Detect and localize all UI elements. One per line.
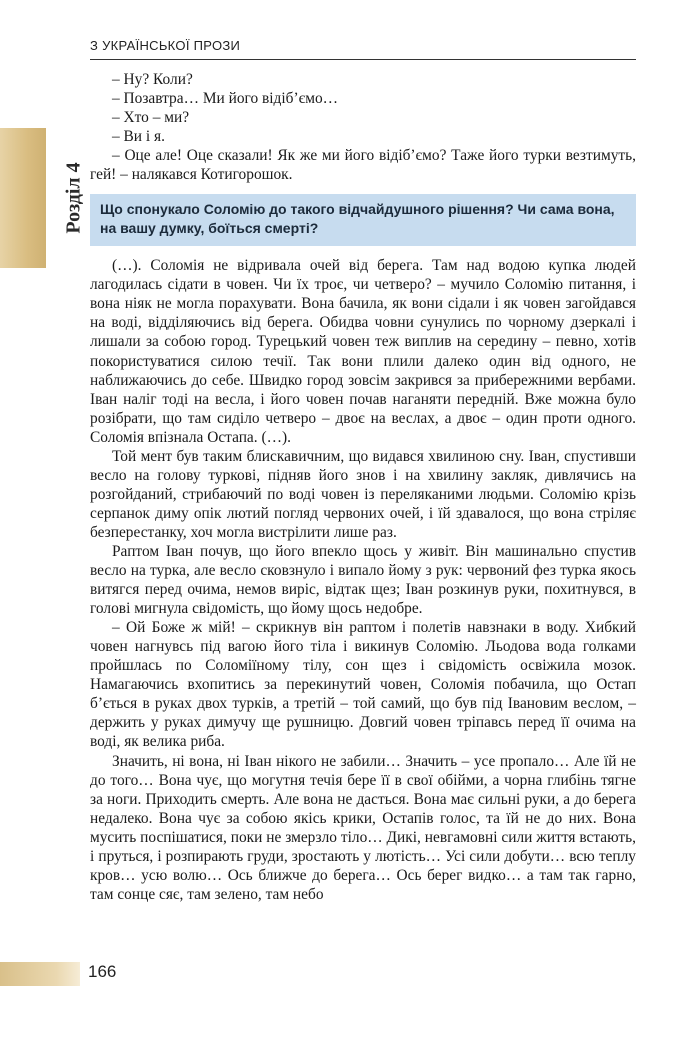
header-divider [90,59,636,60]
discussion-question: Що спонукало Соломію до такого відчайдушного рішення? Чи сама вона, на вашу думку, боїться смерті? [90,194,636,246]
text-paragraph: Раптом Іван почув, що його впекло щось у живіт. Він машинально спустив весло на турка, але весло сковзнуло і випало йому з рук: червоний фез турка якось витягся перед очима, немов виріс, відтак щез; Іван розкинув руки, похитнувся, в голові мигнула свідомість, що йому щось недобре. [90,542,636,618]
footer-accent-bar [0,962,80,986]
main-text [90,70,636,904]
text-paragraph: – Ой Боже ж мій! – скрикнув він раптом і полетів навзнаки в воду. Хибкий човен нагнувсь під вагою його тіла і викинув Соломію. Льодова вода голками пройшлась по Соломіїному тілу, сон щез і свідомість освіжила мозок. Намагаючись вхопитись за перекинутий човен, Соломія побачила, що Остап б’ється в руках двох турків, а третій – той самий, що був під Івановим веслом, – держить у руках димучу ще рушницю. Довгий човен тріпавсь перед її очима на воді, як велика риба. [90,619,636,751]
text-paragraph: Значить, ні вона, ні Іван нікого не забили… Значить – усе пропало… Але їй не до того… Вона чує, що могутня течія бере її в свої обійми, а чорна глибінь тягне за ноги. Приходить смерть. Але вона не дасться. Вона має сильні руки, а до берега недалеко. Вона чує за собою якісь крики, Остапів голос, та їй не до них. Вона мусить поспішатися, поки не змерзло тіло… Дикі, невгамовні сили життя встають, і пруться, і розпирають груди, зростають у лютість… Усі сили добути… всю теплу кров… усю волю… Ось ближче до берега… Ось берег видко… а там так гарно, там сонце сяє, там зелено, там небо [90,752,636,903]
text-paragraph: Той мент був таким блискавичним, що видався хвилиною сну. Іван, спустивши весло на голову туркові, підняв його знов і на хвилину закляк, дивлячись на розгойданий, стрибаючий по воді човен із переляканими людьми. Соломію крізь серпанок диму опік лютий погляд червоних очей, і їй здавалося, що вона стріляє безперестанку, хоч могла вистрілити лише раз. [90,447,636,541]
dialogue-line: – Хто – ми? [112,109,190,127]
text-paragraph: (…). Соломія не відривала очей від берега. Там над водою купка людей лагодилась сідати в човен. Чи їх троє, чи четверо? – мучило Соломію питання, і вона ніяк не могла порахувати. Вона бачила, як вони сідали і як човен загойдався на воді, відділяючись від берега. Обидва човни сунулись по чорному дзеркалі і лишали за собою город. Турецький човен теж виплив на середину – певно, хотів покористуватися силою течії. Так вони плили далеко один від одного, не наближаючись до себе. Швидко город зовсім закрився за прибережними вербами. Іван наліг тоді на весла, і його човен почав наганяти передній. Вже можна було розібрати, що там сиділо четверо – двоє на веслах, а двоє – один проти одного. Соломія впізнала Остапа. (…). [90,257,636,446]
dialogue-line: – Позавтра… Ми його відіб’ємо… [112,90,339,108]
side-tab-label: Розділ 4 [62,162,85,234]
page-number: 166 [88,962,117,981]
dialogue-line: – Оце але! Оце сказали! Як же ми його відіб’ємо? Таже його турки везтимуть, гей! – налякався Котигорошок. [90,147,636,184]
section-header: З УКРАЇНСЬКОЇ ПРОЗИ [90,38,241,53]
dialogue-line: – Ну? Коли? [112,71,193,88]
dialogue-line: – Ви і я. [112,128,165,146]
